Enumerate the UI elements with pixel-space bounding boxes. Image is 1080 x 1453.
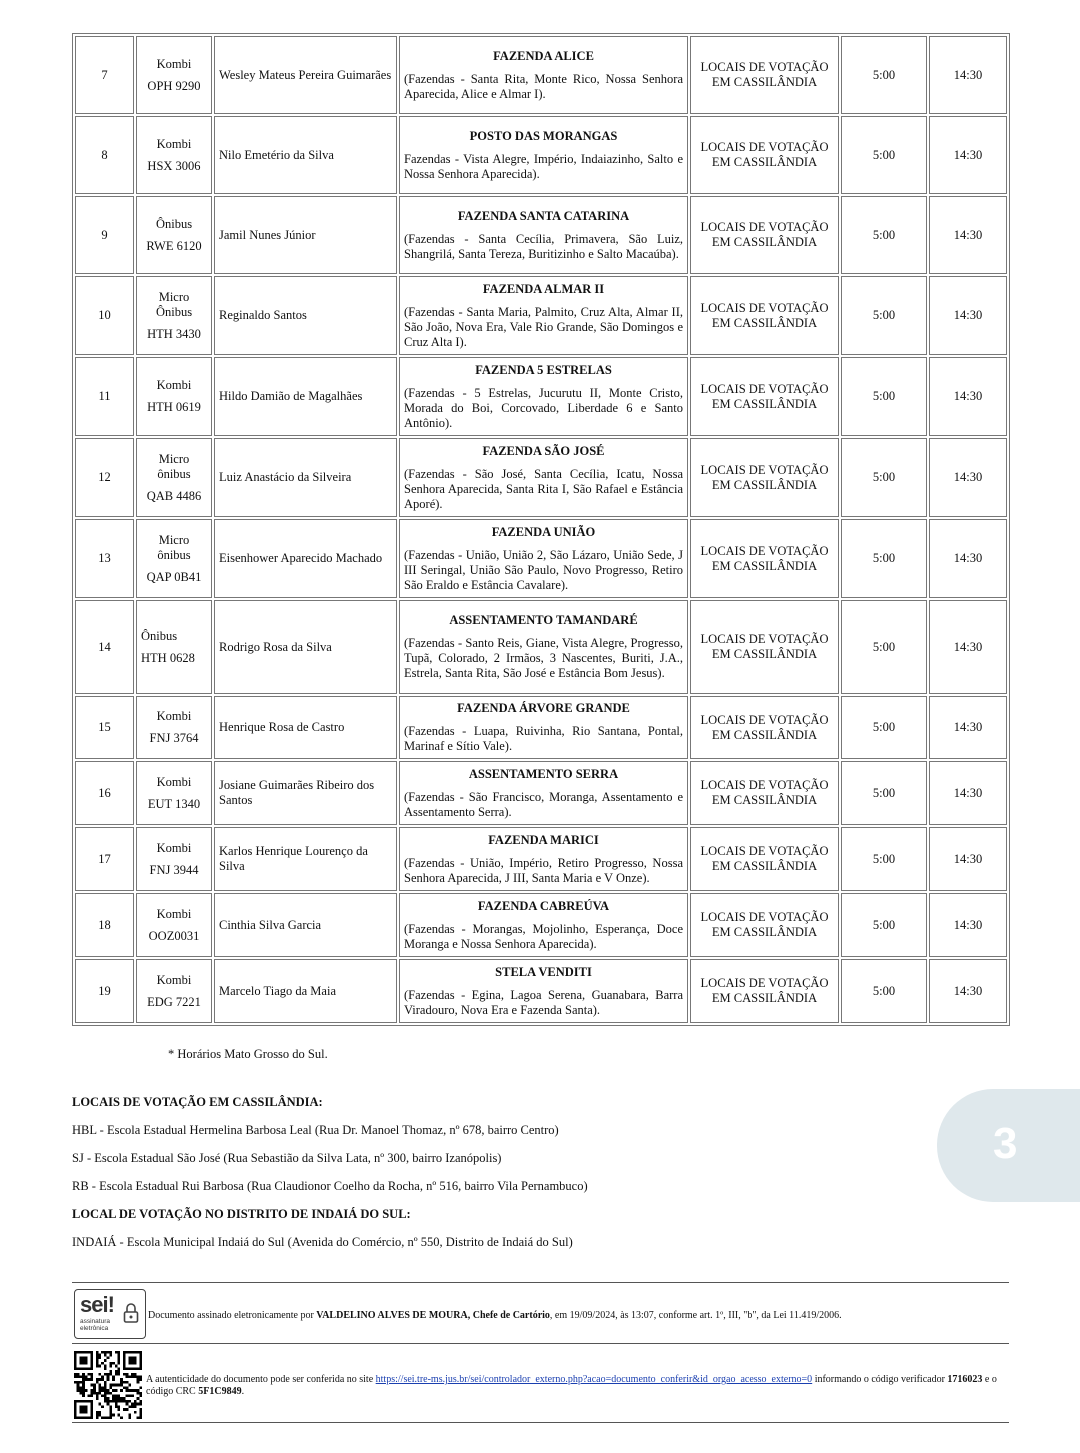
vehicle-type: Ônibus [155,304,193,319]
route-description: (Fazendas - Morangas, Mojolinho, Esperança, Doce Moranga e Nossa Senhora Aparecida). [404,921,683,951]
row-number: 7 [75,36,134,114]
row-number: 16 [75,761,134,825]
vehicle-type: Micro [158,451,190,466]
driver-name: Marcelo Tiago da Maia [214,959,397,1023]
route-title: FAZENDA MARICI [488,832,599,847]
route-title: FAZENDA ALICE [493,48,594,63]
indaia-heading: LOCAL DE VOTAÇÃO NO DISTRITO DE INDAIÁ DO SUL: [72,1207,411,1221]
arrival-time: 14:30 [929,36,1007,114]
location-indaia: INDAIÁ - Escola Municipal Indaiá do Sul (Avenida do Comércio, nº 550, Distrito de Indaiá do Sul) [72,1235,573,1249]
vehicle-plate: HTH 0619 [147,400,201,414]
destination: LOCAIS DE VOTAÇÃO EM CASSILÂNDIA [690,600,839,694]
destination: LOCAIS DE VOTAÇÃO EM CASSILÂNDIA [690,519,839,598]
route-cell [399,893,688,957]
arrival-time: 14:30 [929,696,1007,759]
row-number: 15 [75,696,134,759]
vehicle-plate: HTH 3430 [147,326,201,341]
table-row [75,438,1007,517]
table-row [75,276,1007,355]
vehicle-type: ônibus [157,466,191,481]
vehicle-cell [136,357,212,436]
departure-time: 5:00 [841,696,927,759]
table-row [75,357,1007,436]
route-cell [399,357,688,436]
departure-time: 5:00 [841,761,927,825]
lock-icon [123,1302,139,1324]
arrival-time: 14:30 [929,438,1007,517]
driver-name: Nilo Emetério da Silva [214,116,397,194]
destination: LOCAIS DE VOTAÇÃO EM CASSILÂNDIA [690,36,839,114]
route-title: FAZENDA 5 ESTRELAS [475,362,612,377]
route-cell [399,36,688,114]
vehicle-plate: RWE 6120 [146,238,202,253]
row-number: 12 [75,438,134,517]
destination: LOCAIS DE VOTAÇÃO EM CASSILÂNDIA [690,696,839,759]
driver-name: Wesley Mateus Pereira Guimarães [214,36,397,114]
departure-time: 5:00 [841,116,927,194]
driver-name: Cinthia Silva Garcia [214,893,397,957]
route-cell [399,276,688,355]
route-description: (Fazendas - São Francisco, Moranga, Assentamento e Assentamento Serra). [404,789,683,819]
vehicle-type: Kombi [156,774,192,789]
vehicle-plate: OOZ0031 [148,928,200,943]
vehicle-cell [136,696,212,759]
arrival-time: 14:30 [929,116,1007,194]
footnote: * Horários Mato Grosso do Sul. [168,1047,328,1061]
route-description: Fazendas - Vista Alegre, Império, Indaiazinho, Salto e Nossa Senhora Aparecida). [404,151,683,181]
departure-time: 5:00 [841,276,927,355]
departure-time: 5:00 [841,519,927,598]
voting-locations [72,1095,772,1263]
row-number: 11 [75,357,134,436]
signer-name: VALDELINO ALVES DE MOURA [316,1310,468,1321]
arrival-time: 14:30 [929,761,1007,825]
table-row [75,116,1007,194]
destination: LOCAIS DE VOTAÇÃO EM CASSILÂNDIA [690,276,839,355]
row-number: 13 [75,519,134,598]
vehicle-plate: FNJ 3764 [149,731,199,745]
divider-bottom [72,1422,1009,1423]
table-row [75,893,1007,957]
vehicle-plate: QAB 4486 [146,488,202,503]
vehicle-plate: EDG 7221 [147,994,201,1009]
vehicle-cell [136,116,212,194]
vehicle-cell [136,36,212,114]
route-description: (Fazendas - Egina, Lagoa Serena, Guanabara, Barra Viradouro, Nova Era e Fazenda Santa). [404,987,683,1017]
route-description: (Fazendas - São José, Santa Cecília, Icatu, Nossa Senhora Aparecida, Santa Rita I, São Rafael e Estância Aporé). [404,466,683,511]
vehicle-plate: OPH 9290 [147,78,201,93]
arrival-time: 14:30 [929,600,1007,694]
route-cell [399,438,688,517]
route-cell [399,519,688,598]
vehicle-cell [136,519,212,598]
vehicle-plate: HSX 3006 [147,158,201,173]
authenticity-statement: A autenticidade do documento pode ser conferida no site https://sei.tre-ms.jus.br/sei/controlador_externo.php?acao=documento_conferir&id_orgao_acesso_externo=0 informando o código verificador 1716023 e o código CRC 5F1C9849. [146,1374,997,1397]
route-description: (Fazendas - Santo Reis, Giane, Vista Alegre, Progresso, Tupã, Colorado, 2 Irmãos, 3 Nascentes, Buriti, J.A., Estrela, Santa Rita, São José e Estância Bom Jesus). [404,636,683,680]
vehicle-plate: EUT 1340 [147,796,201,811]
table-row [75,196,1007,274]
divider-top [72,1282,1009,1283]
route-title: STELA VENDITI [495,964,592,979]
vehicle-cell [136,600,212,694]
table-row [75,696,1007,759]
sei-logo-text: sei! [80,1292,114,1317]
route-title: POSTO DAS MORANGAS [469,128,618,143]
driver-name: Josiane Guimarães Ribeiro dos Santos [214,761,397,825]
arrival-time: 14:30 [929,827,1007,891]
destination: LOCAIS DE VOTAÇÃO EM CASSILÂNDIA [690,116,839,194]
vehicle-cell [136,959,212,1023]
vehicle-type: Kombi [156,378,192,392]
vehicle-type: Micro [158,289,190,304]
route-cell [399,827,688,891]
route-cell [399,959,688,1023]
schedule-table [72,33,1010,1026]
arrival-time: 14:30 [929,357,1007,436]
route-cell [399,196,688,274]
route-title: FAZENDA SÃO JOSÉ [482,443,605,458]
route-cell [399,600,688,694]
row-number: 10 [75,276,134,355]
vehicle-type: Kombi [156,840,192,855]
page-number-tab [937,1089,1080,1202]
route-cell [399,761,688,825]
route-description: (Fazendas - Santa Cecília, Primavera, São Luiz, Shangrilá, Santa Tereza, Buritizinho e Salto Macaúba). [404,231,683,261]
divider-middle [72,1343,1009,1344]
driver-name: Hildo Damião de Magalhães [214,357,397,436]
crc-code: 5F1C9849 [198,1386,242,1397]
departure-time: 5:00 [841,893,927,957]
destination: LOCAIS DE VOTAÇÃO EM CASSILÂNDIA [690,893,839,957]
vehicle-type: Kombi [156,906,192,921]
vehicle-cell [136,761,212,825]
driver-name: Eisenhower Aparecido Machado [214,519,397,598]
arrival-time: 14:30 [929,519,1007,598]
schedule-body [75,36,1007,1023]
vehicle-type: Micro [158,532,190,547]
departure-time: 5:00 [841,36,927,114]
table-row [75,827,1007,891]
vehicle-cell [136,196,212,274]
verifier-code: 1716023 [947,1374,983,1385]
vehicle-type: ônibus [157,547,191,562]
locations-heading: LOCAIS DE VOTAÇÃO EM CASSILÂNDIA: [72,1095,323,1109]
sei-signature-logo [74,1289,146,1339]
driver-name: Karlos Henrique Lourenço da Silva [214,827,397,891]
vehicle-plate: FNJ 3944 [149,862,199,877]
route-description: (Fazendas - 5 Estrelas, Jucurutu II, Monte Cristo, Morada do Boi, Corcovado, Liberdade 6 e Santo Antônio). [404,385,683,430]
route-cell [399,696,688,759]
vehicle-type: Ônibus [141,628,178,643]
row-number: 9 [75,196,134,274]
vehicle-cell [136,438,212,517]
vehicle-type: Kombi [156,136,192,151]
page-number: 3 [993,1119,1018,1168]
vehicle-plate: HTH 0628 [141,650,195,665]
arrival-time: 14:30 [929,959,1007,1023]
arrival-time: 14:30 [929,196,1007,274]
departure-time: 5:00 [841,438,927,517]
departure-time: 5:00 [841,600,927,694]
destination: LOCAIS DE VOTAÇÃO EM CASSILÂNDIA [690,438,839,517]
table-row [75,519,1007,598]
route-description: (Fazendas - Luapa, Ruivinha, Rio Santana, Pontal, Marinaf e Sítio Vale). [404,724,683,753]
route-title: ASSENTAMENTO SERRA [468,766,619,781]
vehicle-type: Kombi [156,972,192,987]
table-row [75,761,1007,825]
route-title: FAZENDA ÁRVORE GRANDE [457,701,630,715]
departure-time: 5:00 [841,357,927,436]
location-sj: SJ - Escola Estadual São José (Rua Sebastião da Silva Lata, nº 300, bairro Izanópolis) [72,1151,502,1165]
departure-time: 5:00 [841,827,927,891]
route-title: FAZENDA UNIÃO [491,524,596,539]
driver-name: Luiz Anastácio da Silveira [214,438,397,517]
vehicle-cell [136,827,212,891]
signature-statement: Documento assinado eletronicamente por VALDELINO ALVES DE MOURA, Chefe de Cartório, em 19/09/2024, às 13:07, conforme art. 1º, III, "b", da Lei 11.419/2006. [148,1310,842,1321]
driver-name: Reginaldo Santos [214,276,397,355]
vehicle-type: Kombi [156,56,192,71]
route-title: ASSENTAMENTO TAMANDARÉ [449,613,638,627]
vehicle-cell [136,893,212,957]
table-row [75,600,1007,694]
signer-role: Chefe de Cartório [472,1310,550,1321]
row-number: 8 [75,116,134,194]
route-title: FAZENDA SANTA CATARINA [457,208,630,223]
arrival-time: 14:30 [929,276,1007,355]
table-row [75,36,1007,114]
destination: LOCAIS DE VOTAÇÃO EM CASSILÂNDIA [690,357,839,436]
authenticity-link[interactable]: https://sei.tre-ms.jus.br/sei/controlador_externo.php?acao=documento_conferir&id_orgao_acesso_externo=0 [375,1374,813,1385]
vehicle-cell [136,276,212,355]
destination: LOCAIS DE VOTAÇÃO EM CASSILÂNDIA [690,196,839,274]
route-cell [399,116,688,194]
departure-time: 5:00 [841,196,927,274]
row-number: 17 [75,827,134,891]
vehicle-type: Kombi [156,709,192,723]
vehicle-plate: QAP 0B41 [146,569,202,584]
arrival-time: 14:30 [929,893,1007,957]
location-hbl: HBL - Escola Estadual Hermelina Barbosa Leal (Rua Dr. Manoel Thomaz, nº 678, bairro Centro) [72,1123,559,1137]
departure-time: 5:00 [841,959,927,1023]
route-description: (Fazendas - Santa Rita, Monte Rico, Nossa Senhora Aparecida, Alice e Almar I). [404,71,683,101]
route-description: (Fazendas - Santa Maria, Palmito, Cruz Alta, Almar II, São João, Nova Era, Vale Rio Grande, São Domingos e Cruz Alta I). [404,304,683,349]
location-rb: RB - Escola Estadual Rui Barbosa (Rua Claudionor Coelho da Rocha, nº 516, bairro Vila Pernambuco) [72,1179,588,1193]
route-title: FAZENDA ALMAR II [482,281,605,296]
route-description: (Fazendas - União, Império, Retiro Progresso, Nossa Senhora Aparecida, J III, Santa Maria e V Onze). [404,855,683,885]
driver-name: Rodrigo Rosa da Silva [214,600,397,694]
row-number: 19 [75,959,134,1023]
destination: LOCAIS DE VOTAÇÃO EM CASSILÂNDIA [690,827,839,891]
vehicle-type: Ônibus [155,216,193,231]
driver-name: Henrique Rosa de Castro [214,696,397,759]
row-number: 14 [75,600,134,694]
qr-code-icon [74,1351,142,1419]
route-title: FAZENDA CABREÚVA [477,898,610,913]
table-row [75,959,1007,1023]
destination: LOCAIS DE VOTAÇÃO EM CASSILÂNDIA [690,959,839,1023]
sei-logo-subtitle: assinatura eletrônica [80,1318,110,1332]
destination: LOCAIS DE VOTAÇÃO EM CASSILÂNDIA [690,761,839,825]
row-number: 18 [75,893,134,957]
driver-name: Jamil Nunes Júnior [214,196,397,274]
route-description: (Fazendas - União, União 2, São Lázaro, União Sede, J III Seringal, União São Paulo, Novo Progresso, Retiro São Eraldo e Estância Cavalare). [404,547,683,592]
